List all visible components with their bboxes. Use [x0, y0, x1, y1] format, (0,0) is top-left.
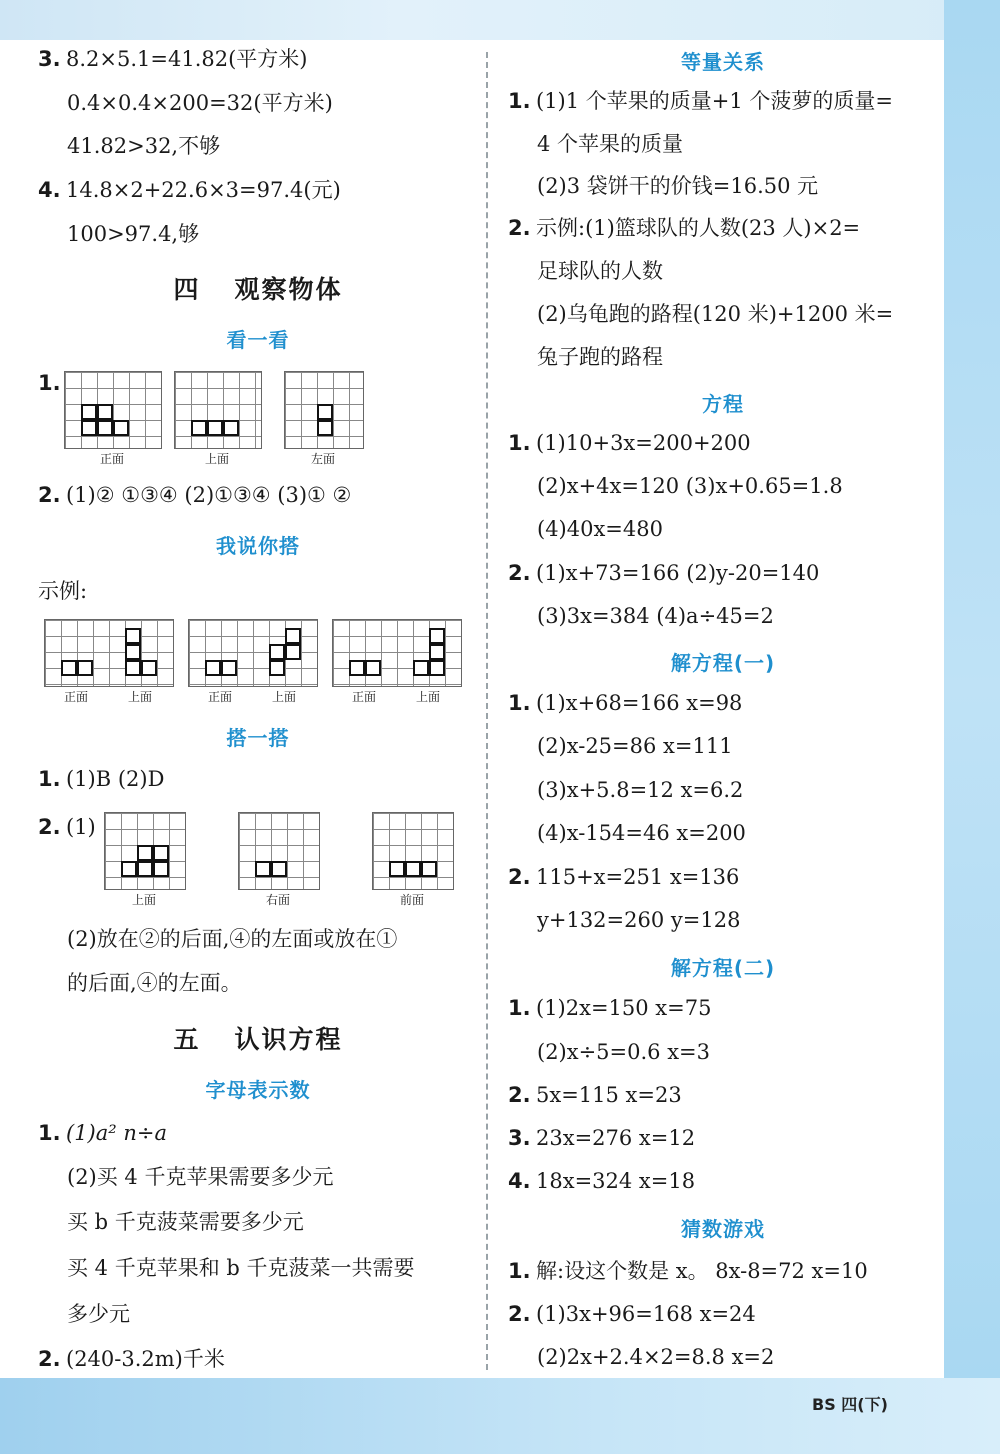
cube-square: [221, 660, 237, 676]
answer-line: 0.4×0.4×200=32(平方米): [67, 91, 333, 115]
view-grid: [104, 812, 186, 890]
grid-caption: 右面: [265, 893, 290, 907]
grid-caption: 左面: [310, 452, 335, 466]
cube-square: [97, 404, 113, 420]
bottom-band: [0, 1378, 1000, 1454]
cube-square: [61, 660, 77, 676]
answer-line: 2. (1)3x+96=168 x=24: [508, 1302, 756, 1326]
view-grid: [238, 812, 320, 890]
question-number: 1.: [38, 371, 61, 395]
cube-square: [81, 404, 97, 420]
cube-square: [421, 861, 437, 877]
cube-square: [125, 628, 141, 644]
cube-square: [207, 420, 223, 436]
grid-caption: 正面: [207, 690, 232, 704]
section-heading: 我说你搭: [216, 534, 300, 558]
cube-square: [137, 861, 153, 877]
cube-square: [269, 660, 285, 676]
answer-line: (2)2x+2.4×2=8.8 x=2: [537, 1345, 775, 1369]
grid-caption: 上面: [271, 690, 296, 704]
cube-square: [317, 420, 333, 436]
answer-line: 4 个苹果的质量: [537, 132, 684, 156]
section-heading: 等量关系: [681, 50, 765, 74]
top-band: [0, 0, 1000, 40]
answer-line: 2. (1)② ①③④ (2)①③④ (3)① ②: [38, 483, 352, 507]
grid-caption: 上面: [204, 452, 229, 466]
answer-line: 1. (1)1 个苹果的质量+1 个菠萝的质量=: [508, 89, 894, 113]
answer-line: (4)40x=480: [537, 517, 663, 541]
cube-square: [413, 660, 429, 676]
answer-line: 兔子跑的路程: [537, 345, 663, 369]
answer-line: 1. 解:设这个数是 x。 8x-8=72 x=10: [508, 1259, 868, 1283]
chapter-title: 五 认识方程: [173, 1025, 343, 1054]
cube-square: [285, 628, 301, 644]
answer-line: 3. 8.2×5.1=41.82(平方米): [38, 47, 308, 71]
cube-square: [137, 845, 153, 861]
cube-square: [81, 420, 97, 436]
section-heading: 看一看: [226, 328, 290, 352]
answer-line: 1. (1)B (2)D: [38, 767, 165, 791]
answer-line: (2)买 4 千克苹果需要多少元: [67, 1165, 334, 1189]
answer-line: 买 b 千克菠菜需要多少元: [67, 1210, 304, 1234]
cube-square: [405, 861, 421, 877]
answer-line: (4)x-154=46 x=200: [537, 821, 746, 845]
example-label: 示例:: [38, 579, 88, 603]
grid-caption: 正面: [63, 690, 88, 704]
answer-line: 2. (1)x+73=166 (2)y-20=140: [508, 561, 820, 585]
cube-square: [191, 420, 207, 436]
answer-line: 买 4 千克苹果和 b 千克菠菜一共需要: [67, 1256, 415, 1280]
chapter-title: 四 观察物体: [173, 275, 343, 304]
answer-line: 2. 5x=115 x=23: [508, 1083, 682, 1107]
view-grid: [44, 619, 174, 687]
cube-square: [113, 420, 129, 436]
grid-caption: 正面: [99, 452, 124, 466]
cube-square: [125, 660, 141, 676]
grid-caption: 上面: [127, 690, 152, 704]
grid-caption: 正面: [351, 690, 376, 704]
cube-square: [429, 644, 445, 660]
answer-line: y+132=260 y=128: [537, 908, 741, 932]
cube-square: [121, 861, 137, 877]
cube-square: [389, 861, 405, 877]
view-grid: [332, 619, 462, 687]
grid-caption: 上面: [415, 690, 440, 704]
answer-line: (2)x+4x=120 (3)x+0.65=1.8: [537, 474, 843, 498]
cube-square: [153, 845, 169, 861]
cube-square: [349, 660, 365, 676]
view-grid: [284, 371, 364, 449]
section-heading: 字母表示数: [205, 1078, 311, 1102]
section-heading: 猜数游戏: [681, 1217, 765, 1241]
view-grid: [174, 371, 262, 449]
column-divider: [486, 52, 488, 1370]
cube-square: [317, 404, 333, 420]
section-heading: 方程: [702, 392, 744, 416]
answer-line: 1. (1)10+3x=200+200: [508, 431, 751, 455]
answer-line: 3. 23x=276 x=12: [508, 1126, 696, 1150]
page-footer-label: BS 四(下): [812, 1395, 888, 1414]
answer-line: 2. 示例:(1)篮球队的人数(23 人)×2=: [508, 216, 861, 240]
answer-line: 4. 14.8×2+22.6×3=97.4(元): [38, 178, 341, 202]
cube-square: [223, 420, 239, 436]
section-heading: 搭一搭: [226, 726, 290, 750]
answer-line: 1. (1)x+68=166 x=98: [508, 691, 743, 715]
answer-line: (3)x+5.8=12 x=6.2: [537, 778, 744, 802]
answer-line: 足球队的人数: [537, 259, 663, 283]
grid-caption: 上面: [131, 893, 156, 907]
cube-square: [77, 660, 93, 676]
section-heading: 解方程(一): [670, 651, 776, 675]
cube-square: [141, 660, 157, 676]
answer-line: (2)3 袋饼干的价钱=16.50 元: [537, 174, 819, 198]
answer-line: 1. (1)a² n÷a: [38, 1121, 168, 1145]
answer-line: 1. (1)2x=150 x=75: [508, 996, 712, 1020]
answer-line: (2)x÷5=0.6 x=3: [537, 1040, 711, 1064]
view-grid: [188, 619, 318, 687]
cube-square: [271, 861, 287, 877]
cube-square: [153, 861, 169, 877]
cube-square: [97, 420, 113, 436]
cube-square: [255, 861, 271, 877]
answer-line: 2. (1): [38, 815, 96, 839]
section-heading: 解方程(二): [670, 956, 776, 980]
answer-line: 多少元: [67, 1302, 130, 1326]
grid-caption: 前面: [399, 893, 424, 907]
answer-line: 的后面,④的左面。: [67, 971, 242, 995]
answer-line: 4. 18x=324 x=18: [508, 1169, 696, 1193]
cube-square: [429, 628, 445, 644]
cube-square: [125, 644, 141, 660]
answer-line: 100>97.4,够: [67, 222, 200, 246]
right-edge-strip: [944, 0, 1000, 1378]
answer-line: 41.82>32,不够: [67, 134, 221, 158]
answer-line: 2. (240-3.2m)千米: [38, 1347, 225, 1371]
cube-square: [269, 644, 285, 660]
cube-square: [429, 660, 445, 676]
cube-square: [285, 644, 301, 660]
cube-square: [205, 660, 221, 676]
answer-line: (3)3x=384 (4)a÷45=2: [537, 604, 774, 628]
answer-line: (2)放在②的后面,④的左面或放在①: [67, 927, 398, 951]
answer-line: (2)乌龟跑的路程(120 米)+1200 米=: [537, 302, 894, 326]
answer-line: (2)x-25=86 x=111: [537, 734, 733, 758]
view-grid: [64, 371, 162, 449]
cube-square: [365, 660, 381, 676]
view-grid: [372, 812, 454, 890]
answer-line: 2. 115+x=251 x=136: [508, 865, 740, 889]
